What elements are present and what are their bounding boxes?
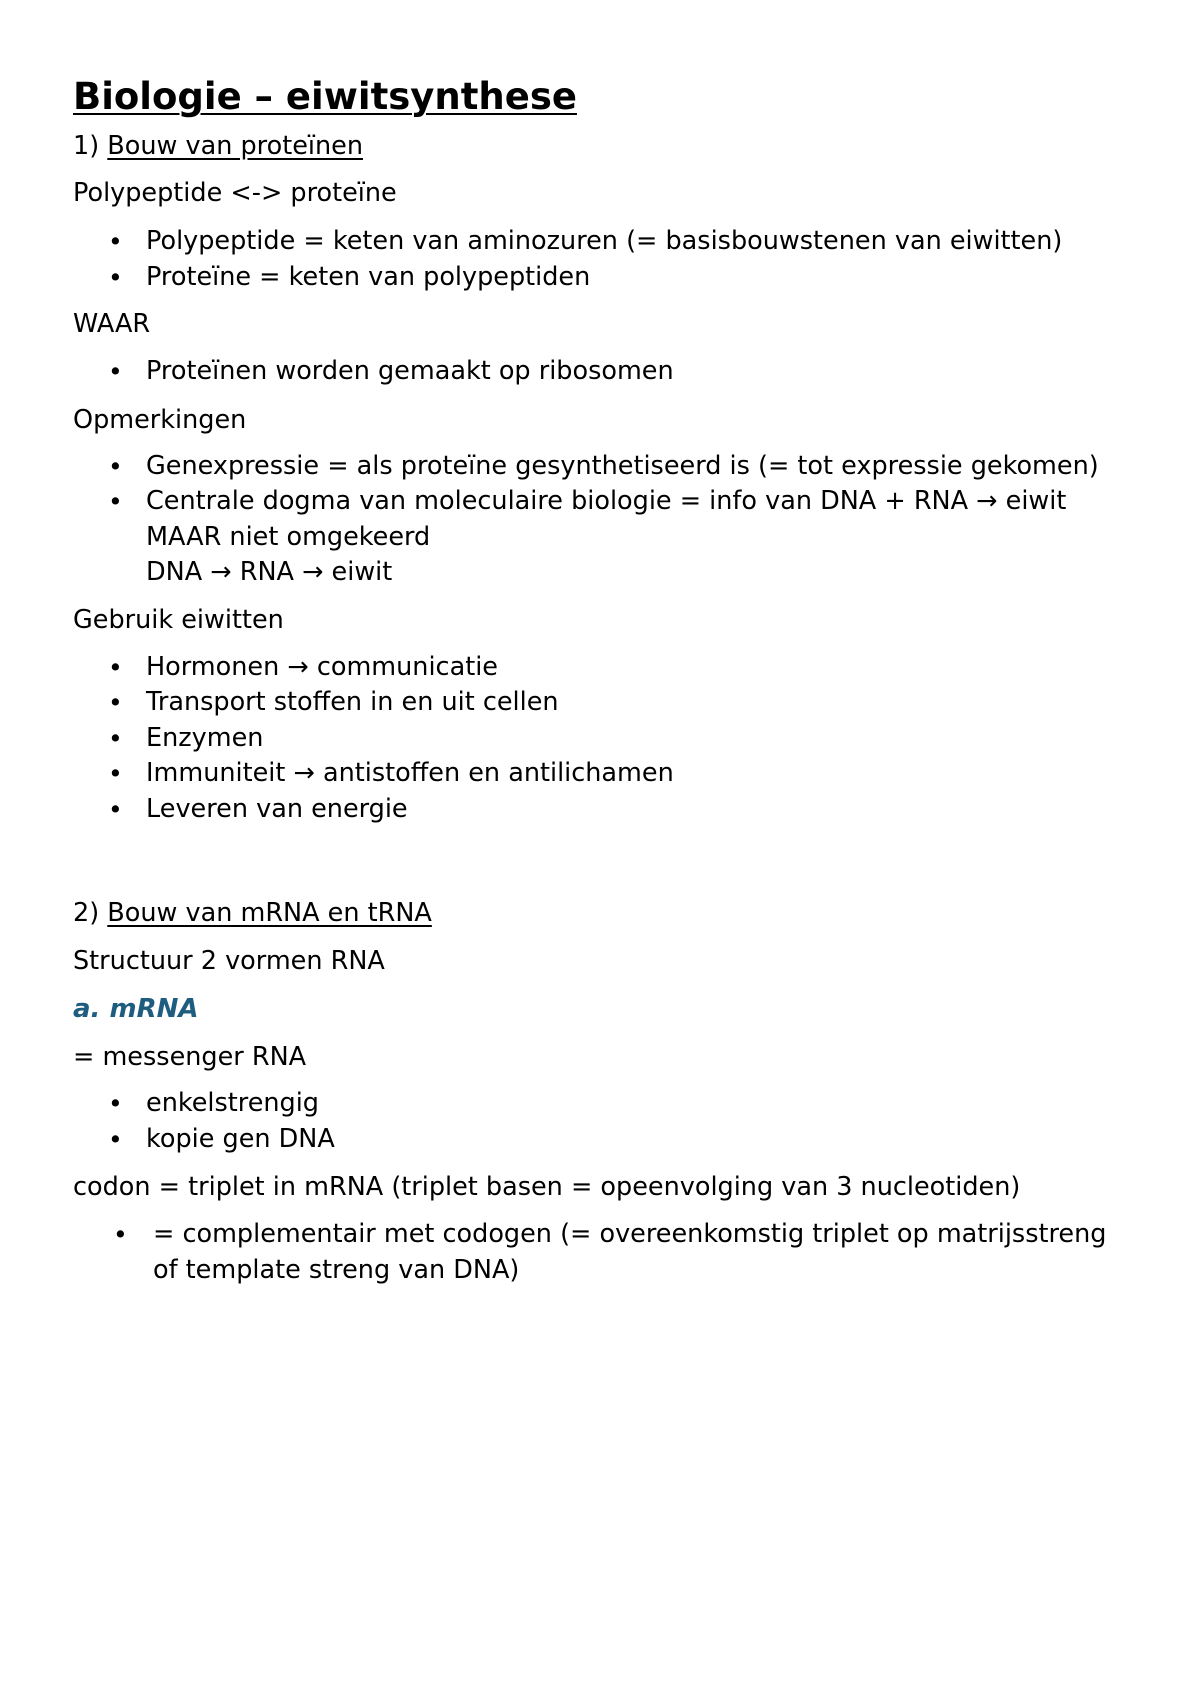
codon-definition: codon = triplet in mRNA (triplet basen = opeenvolging van 3 nucleotiden) bbox=[73, 1172, 1021, 1202]
list-item-text: Centrale dogma van moleculaire biologie = info van DNA + RNA → eiwit MAAR niet omgekeerd bbox=[146, 486, 1067, 552]
list-item: • Proteïnen worden gemaakt op ribosomen bbox=[73, 354, 1133, 390]
section2-heading bbox=[73, 895, 1133, 931]
list-item: • = complementair met codogen (= overeenkomstig triplet op matrijsstreng of template streng van DNA) bbox=[73, 1217, 1133, 1288]
mrna-definition: = messenger RNA bbox=[73, 1042, 307, 1072]
subheading-mrna: a. mRNA bbox=[73, 994, 199, 1024]
section2-intro: Structuur 2 vormen RNA bbox=[73, 946, 385, 976]
list-item: • Polypeptide = keten van aminozuren (= basisbouwstenen van eiwitten) bbox=[73, 224, 1133, 260]
document-title: Biologie – eiwitsynthese bbox=[73, 75, 577, 118]
list-item: • kopie gen DNA bbox=[73, 1122, 1133, 1158]
gebruik-label: Gebruik eiwitten bbox=[73, 604, 284, 635]
section1-number: 1) bbox=[73, 131, 108, 161]
section1-intro: Polypeptide <-> proteïne bbox=[73, 178, 397, 208]
definitions-list bbox=[73, 224, 1133, 295]
list-item-continuation: DNA → RNA → eiwit bbox=[146, 557, 393, 587]
opmerkingen-list bbox=[73, 449, 1133, 591]
list-item: • Hormonen → communicatie bbox=[73, 650, 1133, 686]
mrna-list bbox=[73, 1086, 1133, 1157]
section2-number: 2) bbox=[73, 898, 108, 928]
list-item: • Enzymen bbox=[73, 721, 1133, 757]
list-item: • enkelstrengig bbox=[73, 1086, 1133, 1122]
waar-label: WAAR bbox=[73, 309, 151, 339]
list-item: • Transport stoffen in en uit cellen bbox=[73, 685, 1133, 721]
document-page bbox=[73, 68, 1133, 1288]
list-item: • Proteïne = keten van polypeptiden bbox=[73, 260, 1133, 296]
section2-title: Bouw van mRNA en tRNA bbox=[107, 898, 432, 928]
list-item: • Immuniteit → antistoffen en antilichamen bbox=[73, 756, 1133, 792]
list-item: • Leveren van energie bbox=[73, 792, 1133, 828]
gebruik-list bbox=[73, 650, 1133, 828]
list-item bbox=[73, 484, 1133, 591]
list-item: • Genexpressie = als proteïne gesynthetiseerd is (= tot expressie gekomen) bbox=[73, 449, 1133, 485]
opmerkingen-label: Opmerkingen bbox=[73, 404, 247, 435]
codon-list bbox=[73, 1217, 1133, 1288]
waar-list bbox=[73, 354, 1133, 390]
section1-title: Bouw van proteïnen bbox=[107, 131, 363, 161]
section1-heading bbox=[73, 128, 1133, 164]
